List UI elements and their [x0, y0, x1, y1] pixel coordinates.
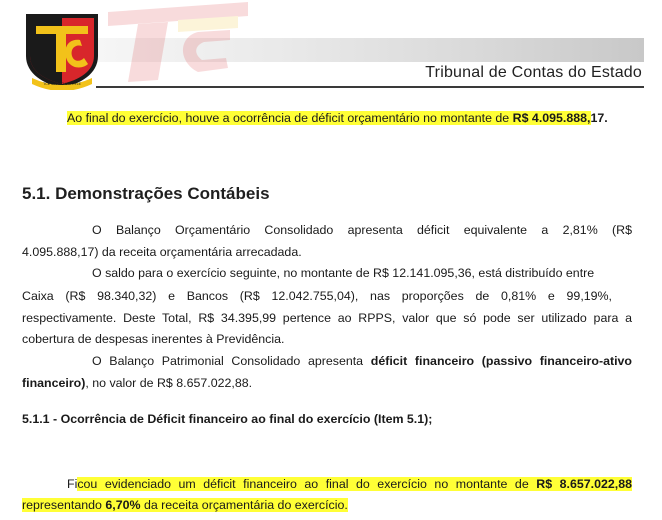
paragraph-3-emphasis-cont: financeiro)	[22, 376, 86, 390]
finding-line-2	[22, 497, 348, 513]
tce-logo	[22, 12, 102, 90]
deficit-line	[67, 110, 608, 126]
paragraph-1-line-1: O Balanço Orçamentário Consolidado apresenta déficit equivalente a 2,81% (R$	[92, 223, 632, 237]
paragraph-2-line-2: Caixa (R$ 98.340,32) e Bancos (R$ 12.042.755,04), nas proporções de 0,81% e 99,19%,	[22, 289, 612, 303]
finding-amount: R$ 8.657.022,88	[536, 477, 632, 491]
paragraph-3-emphasis: déficit financeiro (passivo financeiro-ativo	[370, 354, 632, 368]
paragraph-3-text: O Balanço Patrimonial Consolidado apresenta	[92, 354, 371, 368]
finding-text-2: representando	[22, 498, 106, 512]
subsection-title: 5.1.1 - Ocorrência de Déficit financeiro ao final do exercício (Item 5.1);	[22, 412, 433, 426]
finding-text: cou evidenciado um déficit financeiro ao final do exercício no montante de	[77, 477, 537, 491]
paragraph-2-line-4: cobertura de despesas inerentes à Previdência.	[22, 332, 285, 346]
deficit-amount: R$ 4.095.888,	[512, 111, 591, 125]
paragraph-2-line-1: O saldo para o exercício seguinte, no montante de R$ 12.141.095,36, está distribuído entre	[92, 266, 595, 280]
header-title: Tribunal de Contas do Estado	[425, 64, 642, 81]
finding-text-3: da receita orçamentária do exercício.	[140, 498, 348, 512]
paragraph-3-value: , no valor de R$ 8.657.022,88.	[85, 376, 253, 390]
paragraph-2-line-3: respectivamente. Deste Total, R$ 34.395,99 pertence ao RPPS, valor que só pode ser utilizado para a	[22, 311, 632, 325]
logo-ribbon-text: TCE MANDO UM TITLE	[43, 82, 81, 86]
section-title: 5.1. Demonstrações Contábeis	[22, 184, 270, 203]
header-rule	[96, 86, 644, 88]
finding-percent: 6,70%	[105, 498, 141, 512]
watermark-logo	[98, 2, 258, 82]
finding-line-1	[67, 476, 632, 492]
finding-prefix: Fi	[67, 477, 78, 491]
deficit-amount-tail: 17.	[590, 111, 608, 125]
paragraph-3-line-2	[22, 375, 252, 391]
paragraph-3-line-1	[92, 353, 632, 369]
deficit-text: Ao final do exercício, houve a ocorrência de déficit orçamentário no montante de	[67, 111, 513, 125]
paragraph-1-line-2: 4.095.888,17) da receita orçamentária arrecadada.	[22, 245, 302, 259]
